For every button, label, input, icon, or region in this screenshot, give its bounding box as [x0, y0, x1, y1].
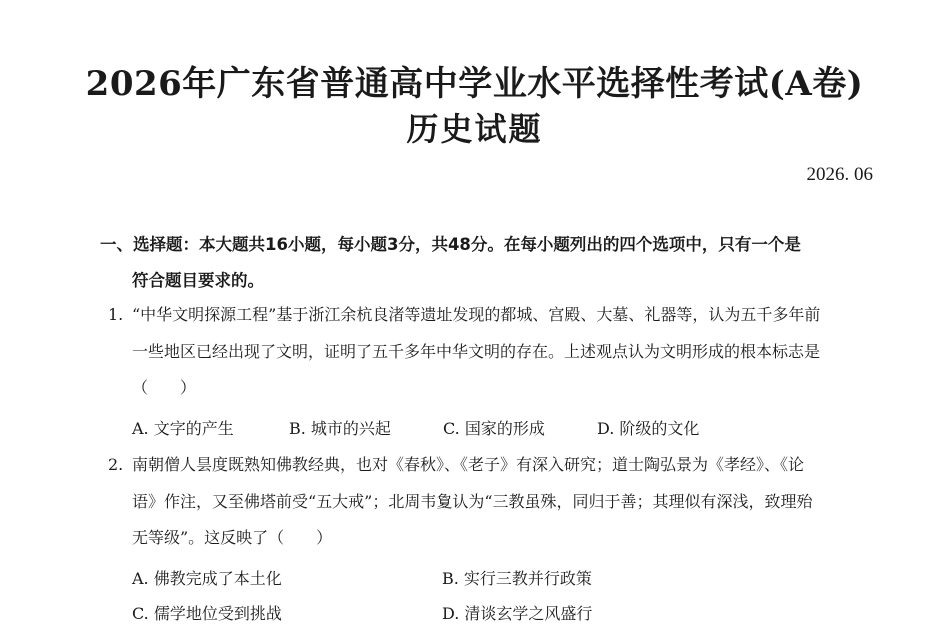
question-2 — [108, 447, 878, 557]
question-number: 1. — [108, 305, 124, 324]
option-a: A. 文字的产生 — [132, 419, 234, 438]
section-heading-line2: 符合题目要求的。 — [132, 271, 264, 290]
exam-date: 2026. 06 — [806, 164, 873, 185]
exam-subtitle: 历史试题 — [406, 110, 543, 148]
option-d: D. 阶级的文化 — [597, 419, 700, 438]
question-1 — [108, 297, 878, 407]
question-text-line: 语》作注，又至佛塔前受“五大戒”；北周韦夐认为“三教虽殊，同归于善；其理似有深浅，致理殆 — [132, 491, 813, 511]
option-c: C. 国家的形成 — [443, 419, 545, 438]
question-text-line: “中华文明探源工程”基于浙江余杭良渚等遗址发现的都城、宫殿、大墓、礼器等，认为五千多年前 — [132, 305, 821, 324]
answer-blank: （ ） — [132, 378, 197, 397]
section-heading — [100, 227, 880, 299]
option-d: D. 清谈玄学之风盛行 — [442, 604, 593, 623]
question-text-line: 无等级”。这反映了（ ） — [132, 528, 333, 547]
section-heading-line1: 一、选择题：本大题共16小题，每小题3分，共48分。在每小题列出的四个选项中，只有一个是 — [100, 235, 801, 254]
question-text-line: 一些地区已经出现了文明，证明了五千多年中华文明的存在。上述观点认为文明形成的根本标志是 — [132, 341, 821, 361]
question-text-line: 南朝僧人昙度既熟知佛教经典，也对《春秋》、《老子》有深入研究；道士陶弘景为《孝经》、《论 — [132, 455, 805, 474]
exam-title: 2026年广东省普通高中学业水平选择性考试(A卷) — [85, 64, 864, 104]
option-a: A. 佛教完成了本土化 — [132, 569, 282, 588]
option-c: C. 儒学地位受到挑战 — [132, 604, 282, 623]
option-b: B. 城市的兴起 — [289, 419, 391, 438]
question-number: 2. — [108, 455, 124, 474]
option-b: B. 实行三教并行政策 — [442, 569, 592, 588]
